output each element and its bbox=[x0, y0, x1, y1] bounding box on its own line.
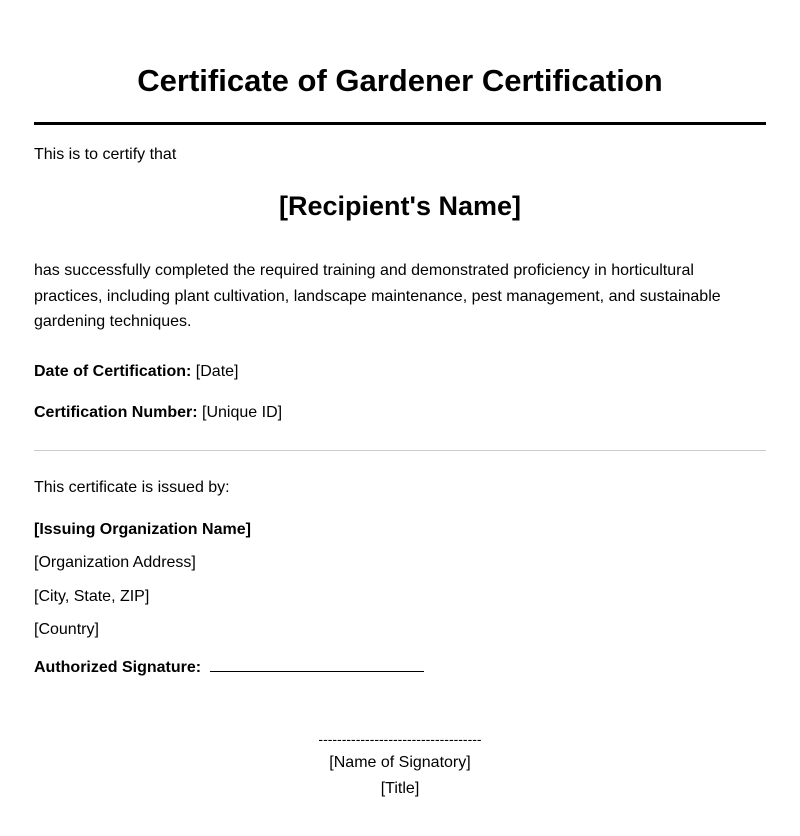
issuing-organization-name: [Issuing Organization Name] bbox=[34, 521, 251, 538]
certification-description: has successfully completed the required training and demonstrated proficiency in horticultural practices, including plant cultivation, landscape maintenance, pest management, and sustainable gardening techniques. bbox=[34, 262, 721, 330]
signature-dash-line: ----------------------------------- bbox=[318, 731, 482, 747]
organization-country: [Country] bbox=[34, 621, 99, 638]
cert-number-label: Certification Number: bbox=[34, 404, 198, 421]
certification-number-row bbox=[34, 403, 282, 423]
organization-city-state-zip: [City, State, ZIP] bbox=[34, 588, 150, 605]
signatory-block bbox=[34, 728, 766, 802]
section-divider bbox=[34, 450, 766, 451]
certificate-page bbox=[34, 0, 766, 836]
issued-by-intro: This certificate is issued by: bbox=[34, 479, 230, 496]
signatory-title: [Title] bbox=[380, 780, 420, 797]
authorized-signature-row bbox=[34, 654, 424, 678]
organization-address: [Organization Address] bbox=[34, 554, 196, 571]
date-of-certification-row bbox=[34, 362, 238, 382]
date-label: Date of Certification: bbox=[34, 363, 192, 380]
certify-intro: This is to certify that bbox=[34, 146, 177, 163]
authorized-signature-label: Authorized Signature: bbox=[34, 659, 202, 676]
signature-line bbox=[210, 654, 424, 672]
recipient-name: [Recipient's Name] bbox=[279, 191, 521, 221]
signatory-name: [Name of Signatory] bbox=[329, 754, 471, 771]
certificate-title: Certificate of Gardener Certification bbox=[137, 63, 663, 98]
date-value: [Date] bbox=[195, 363, 239, 380]
cert-number-value: [Unique ID] bbox=[202, 404, 283, 421]
title-divider bbox=[34, 122, 766, 125]
